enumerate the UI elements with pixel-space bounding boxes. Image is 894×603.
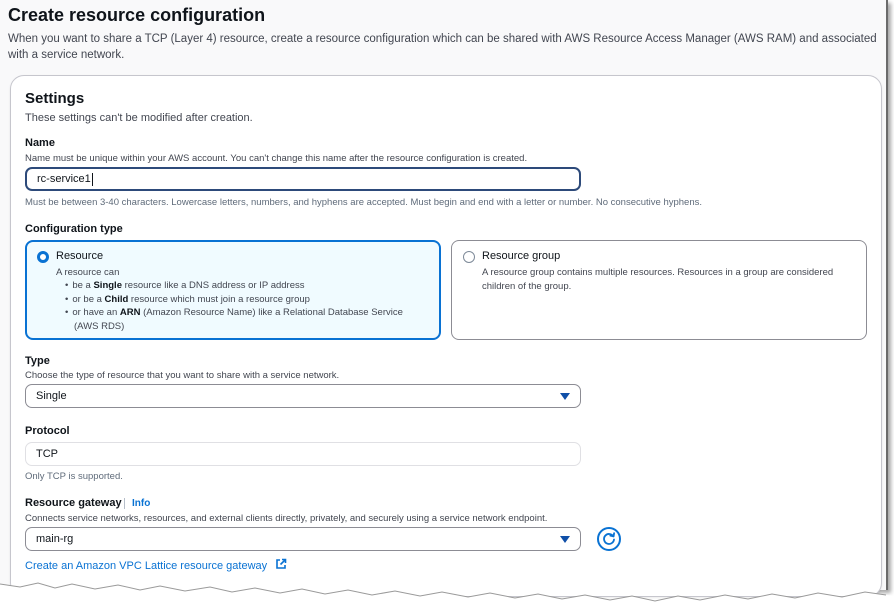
protocol-label: Protocol (25, 425, 70, 437)
resource-gateway-select-value: main-rg (36, 533, 74, 545)
name-constraint: Must be between 3-40 characters. Lowercase letters, numbers, and hyphens are accepted. Must begin and end with a letter or number. No consecutive hyphens. (25, 197, 702, 208)
create-resource-gateway-link[interactable]: Create an Amazon VPC Lattice resource gateway (25, 560, 268, 572)
external-link-icon[interactable] (275, 558, 287, 570)
type-label: Type (25, 355, 50, 367)
type-description: Choose the type of resource that you want to share with a service network. (25, 370, 340, 381)
name-input[interactable] (25, 167, 581, 191)
torn-edge (0, 578, 894, 603)
label-divider (124, 498, 125, 509)
list-item: • or be a Child resource which must join a resource group (65, 293, 405, 307)
resource-gateway-label: Resource gateway (25, 497, 122, 509)
config-type-resource-tile[interactable] (25, 240, 441, 340)
name-description: Name must be unique within your AWS account. You can't change this name after the resource configuration is created. (25, 153, 528, 164)
configuration-type-label: Configuration type (25, 223, 123, 235)
config-type-resource-group-tile[interactable] (451, 240, 867, 340)
type-select[interactable] (25, 384, 581, 408)
resource-group-tile-description: A resource group contains multiple resources. Resources in a group are considered children of the group. (482, 267, 834, 292)
caret-down-icon (560, 536, 570, 543)
resource-tile-title: Resource (56, 250, 104, 262)
page-title: Create resource configuration (8, 5, 266, 25)
refresh-button[interactable] (597, 527, 621, 551)
type-select-value: Single (36, 390, 67, 402)
text-cursor (92, 173, 93, 186)
resource-radio[interactable] (37, 251, 49, 263)
protocol-constraint: Only TCP is supported. (25, 471, 123, 482)
protocol-field (25, 442, 581, 466)
name-label: Name (25, 137, 55, 149)
name-input-value: rc-service1 (37, 173, 91, 185)
list-item: • or have an ARN (Amazon Resource Name) like a Relational Database Service (AWS RDS) (65, 306, 405, 333)
resource-group-radio[interactable] (463, 251, 475, 263)
list-item: • be a Single resource like a DNS address or IP address (65, 279, 405, 293)
settings-subheading: These settings can't be modified after creation. (25, 112, 253, 124)
settings-panel (10, 75, 882, 597)
resource-gateway-description: Connects service networks, resources, and external clients directly, privately, and securely using a service network endpoint. (25, 513, 548, 524)
resource-bullets (65, 279, 405, 333)
caret-down-icon (560, 393, 570, 400)
page-description: When you want to share a TCP (Layer 4) resource, create a resource configuration which can be shared with AWS Resource Access Manager (AWS RAM) and associated with a service network. (8, 33, 877, 61)
create-gateway-link-row[interactable] (25, 556, 287, 574)
resource-group-tile-title: Resource group (482, 250, 561, 262)
resource-gateway-select[interactable] (25, 527, 581, 551)
settings-heading: Settings (25, 90, 85, 107)
refresh-icon (599, 529, 619, 549)
protocol-value: TCP (36, 448, 58, 460)
resource-tile-intro: A resource can (56, 267, 120, 278)
resource-gateway-info-link[interactable]: Info (132, 498, 151, 509)
